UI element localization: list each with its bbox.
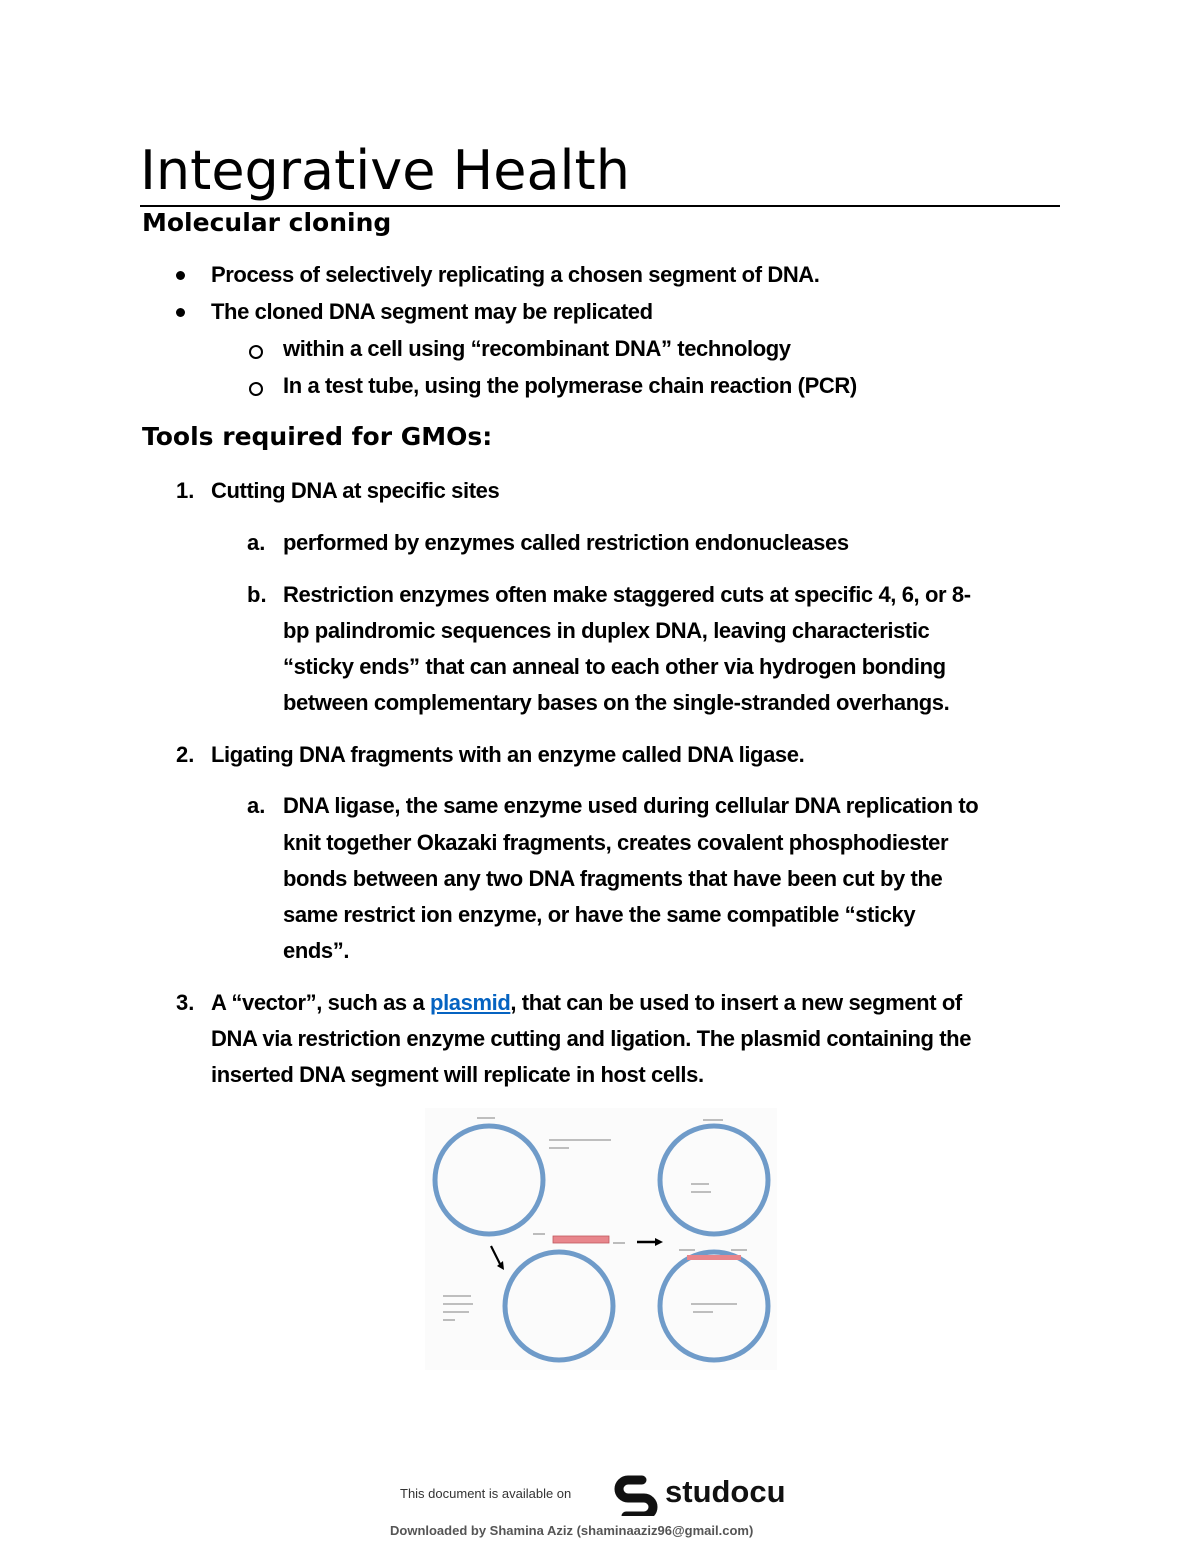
- list-item-text: Cutting DNA at specific sites: [211, 478, 500, 503]
- studocu-brand: studocu: [665, 1474, 786, 1509]
- sub-item-text: DNA ligase, the same enzyme used during cellular DNA replication to: [283, 793, 979, 818]
- plasmid-circle: [660, 1252, 768, 1360]
- list-item-text: inserted DNA segment will replicate in host cells.: [211, 1062, 704, 1087]
- footer-available-text: This document is available on: [400, 1486, 572, 1501]
- hollow-bullet-icon: [249, 382, 263, 396]
- sub-item-text: bonds between any two DNA fragments that have been cut by the: [283, 866, 943, 891]
- list-number: 3.: [176, 990, 195, 1015]
- sub-item-text: Restriction enzymes often make staggered cuts at specific 4, 6, or 8-: [283, 582, 971, 607]
- tiny-labels: [443, 1118, 747, 1320]
- list-item-text: DNA via restriction enzyme cutting and ligation. The plasmid containing the: [211, 1026, 972, 1051]
- list-letter: a.: [247, 530, 266, 555]
- list-letter: b.: [247, 582, 267, 607]
- plasmid-link[interactable]: plasmid: [430, 990, 511, 1015]
- inserted-segment: [687, 1255, 741, 1260]
- list-number: 1.: [176, 478, 195, 503]
- section-heading-molecular-cloning: Molecular cloning: [142, 208, 392, 237]
- list-item-text: [211, 985, 962, 1021]
- plasmid-circle: [505, 1252, 613, 1360]
- dna-insert-bar: [553, 1236, 609, 1243]
- sub-item-text: performed by enzymes called restriction endonucleases: [283, 530, 849, 555]
- sub-bullet-item: In a test tube, using the polymerase chain reaction (PCR): [283, 373, 857, 398]
- title-underline: [140, 205, 1060, 207]
- section-heading-tools: Tools required for GMOs:: [142, 422, 493, 451]
- bullet-icon: [176, 271, 185, 280]
- sub-item-text: same restrict ion enzyme, or have the same compatible “sticky: [283, 902, 916, 927]
- bullet-item: Process of selectively replicating a chosen segment of DNA.: [211, 262, 820, 287]
- list-item-text: Ligating DNA fragments with an enzyme called DNA ligase.: [211, 742, 805, 767]
- list-letter: a.: [247, 793, 266, 818]
- list-number: 2.: [176, 742, 195, 767]
- hollow-bullet-icon: [249, 345, 263, 359]
- plasmid-circle: [435, 1126, 543, 1234]
- sub-item-text: knit together Okazaki fragments, creates covalent phosphodiester: [283, 830, 949, 855]
- vector-text: A “vector”, such as a: [211, 990, 431, 1015]
- plasmid-circle: [660, 1126, 768, 1234]
- plasmid-diagram: [425, 1108, 777, 1370]
- studocu-logo-icon: [612, 1474, 660, 1516]
- bullet-icon: [176, 308, 185, 317]
- sub-bullet-item: within a cell using “recombinant DNA” technology: [283, 336, 791, 361]
- page-title: Integrative Health: [140, 139, 630, 202]
- sub-item-text: ends”.: [283, 938, 350, 963]
- sub-item-text: “sticky ends” that can anneal to each other via hydrogen bonding: [283, 654, 946, 679]
- arrow-down: [491, 1246, 500, 1264]
- vector-text-rest: , that can be used to insert a new segment of: [510, 990, 962, 1015]
- bullet-item: The cloned DNA segment may be replicated: [211, 299, 653, 324]
- plasmid-cloning-figure: [425, 1108, 777, 1370]
- download-credit: Downloaded by Shamina Aziz (shaminaaziz96@gmail.com): [390, 1523, 754, 1538]
- sub-item-text: between complementary bases on the single-stranded overhangs.: [283, 690, 950, 715]
- arrow-head: [655, 1238, 663, 1246]
- sub-item-text: bp palindromic sequences in duplex DNA, leaving characteristic: [283, 618, 930, 643]
